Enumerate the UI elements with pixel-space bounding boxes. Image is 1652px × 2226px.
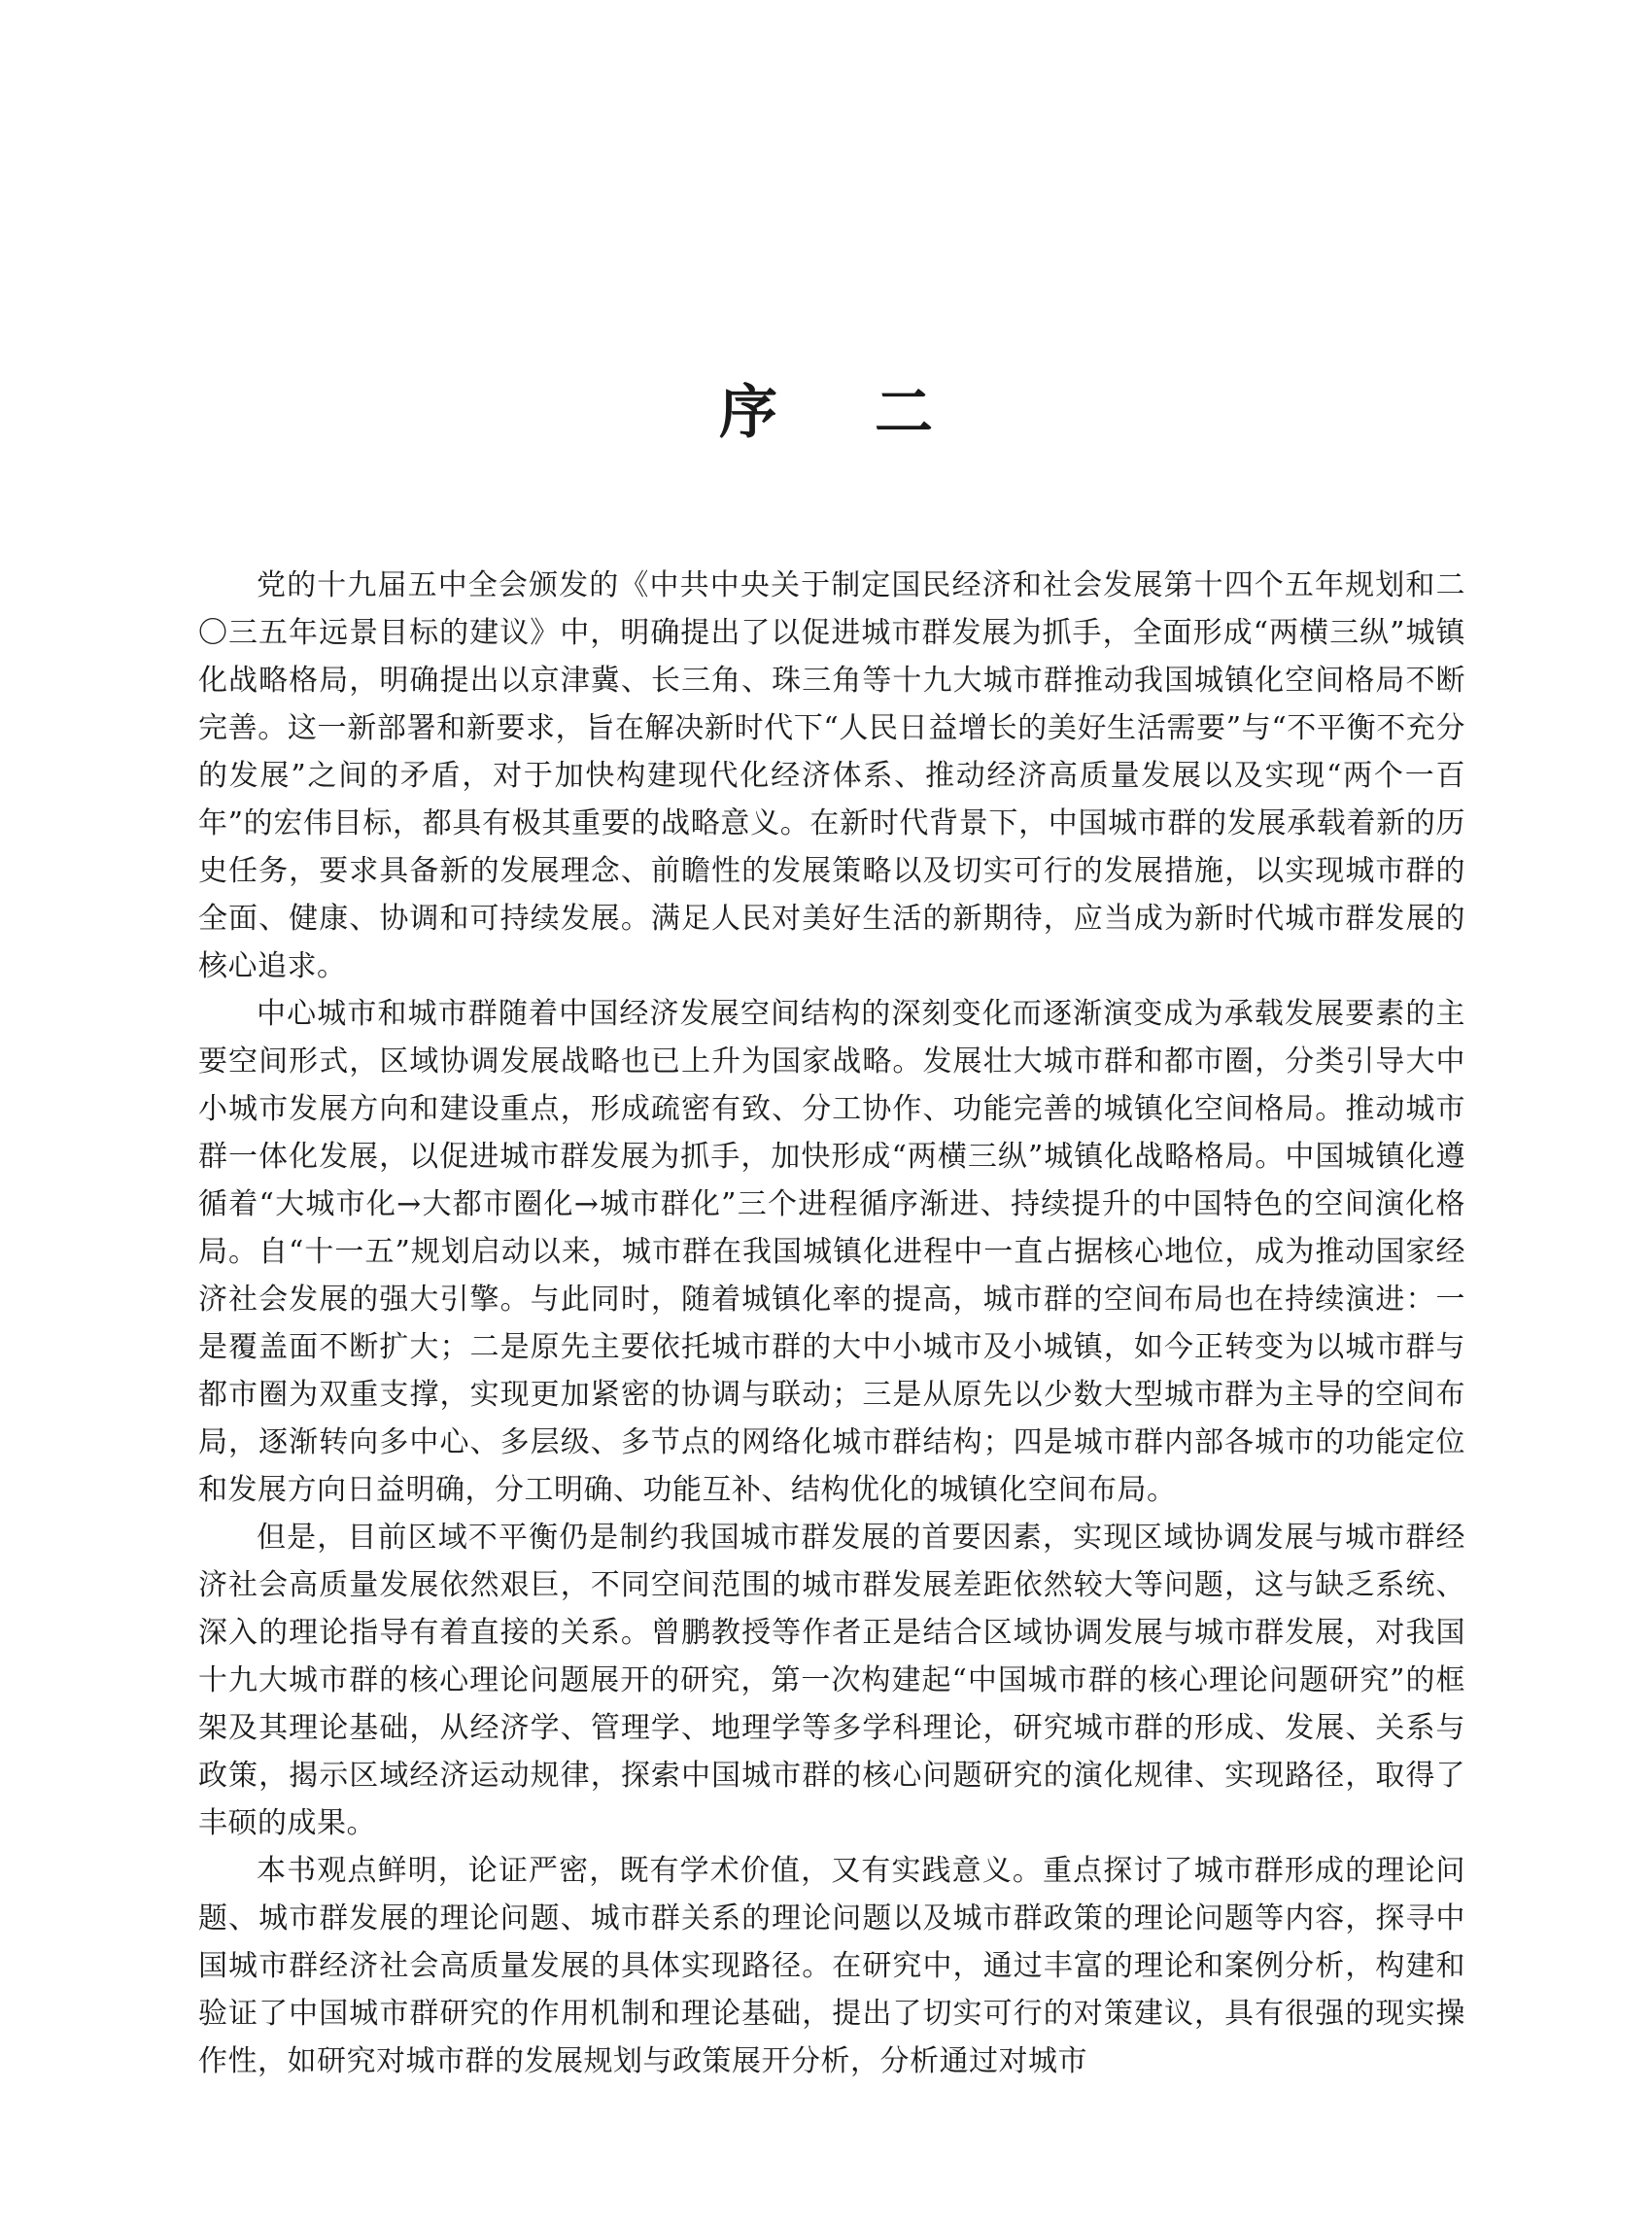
paragraph: 但是，目前区域不平衡仍是制约我国城市群发展的首要因素，实现区域协调发展与城市群经济社会高质量发展依然艰巨，不同空间范围的城市群发展差距依然较大等问题，这与缺乏系统、深入的理论指导有着直接的关系。曾鹏教授等作者正是结合区域协调发展与城市群发展，对我国十九大城市群的核心理论问题展开的研究，第一次构建起“中国城市群的核心理论问题研究”的框架及其理论基础，从经济学、管理学、地理学等多学科理论，研究城市群的形成、发展、关系与政策，揭示区域经济运动规律，探索中国城市群的核心问题研究的演化规律、实现路径，取得了丰硕的成果。 xyxy=(198,1521,1465,1840)
paragraph: 中心城市和城市群随着中国经济发展空间结构的深刻变化而逐渐演变成为承载发展要素的主要空间形式，区域协调发展战略也已上升为国家战略。发展壮大城市群和都市圈，分类引导大中小城市发展方向和建设重点，形成疏密有致、分工协作、功能完善的城镇化空间格局。推动城市群一体化发展，以促进城市群发展为抓手，加快形成“两横三纵”城镇化战略格局。中国城镇化遵循着“大城市化→大都市圈化→城市群化”三个进程循序渐进、持续提升的中国特色的空间演化格局。自“十一五”规划启动以来，城市群在我国城镇化进程中一直占据核心地位，成为推动国家经济社会发展的强大引擎。与此同时，随着城镇化率的提高，城市群的空间布局也在持续演进：一是覆盖面不断扩大；二是原先主要依托城市群的大中小城市及小城镇，如今正转变为以城市群与都市圈为双重支撑，实现更加紧密的协调与联动；三是从原先以少数大型城市群为主导的空间布局，逐渐转向多中心、多层级、多节点的网络化城市群结构；四是城市群内部各城市的功能定位和发展方向日益明确，分工明确、功能互补、结构优化的城镇化空间布局。 xyxy=(198,997,1465,1507)
paragraph: 党的十九届五中全会颁发的《中共中央关于制定国民经济和社会发展第十四个五年规划和二〇三五年远景目标的建议》中，明确提出了以促进城市群发展为抓手，全面形成“两横三纵”城镇化战略格局，明确提出以京津冀、长三角、珠三角等十九大城市群推动我国城镇化空间格局不断完善。这一新部署和新要求，旨在解决新时代下“人民日益增长的美好生活需要”与“不平衡不充分的发展”之间的矛盾，对于加快构建现代化经济体系、推动经济高质量发展以及实现“两个一百年”的宏伟目标，都具有极其重要的战略意义。在新时代背景下，中国城市群的发展承载着新的历史任务，要求具备新的发展理念、前瞻性的发展策略以及切实可行的发展措施，以实现城市群的全面、健康、协调和可持续发展。满足人民对美好生活的新期待，应当成为新时代城市群发展的核心追求。 xyxy=(198,568,1465,983)
paragraph: 本书观点鲜明，论证严密，既有学术价值，又有实践意义。重点探讨了城市群形成的理论问题、城市群发展的理论问题、城市群关系的理论问题以及城市群政策的理论问题等内容，探寻中国城市群经济社会高质量发展的具体实现路径。在研究中，通过丰富的理论和案例分析，构建和验证了中国城市群研究的作用机制和理论基础，提出了切实可行的对策建议，具有很强的现实操作性，如研究对城市群的发展规划与政策展开分析，分析通过对城市 xyxy=(198,1854,1465,2078)
page-title: 序二 xyxy=(719,379,1030,448)
body-text xyxy=(198,562,1465,2085)
